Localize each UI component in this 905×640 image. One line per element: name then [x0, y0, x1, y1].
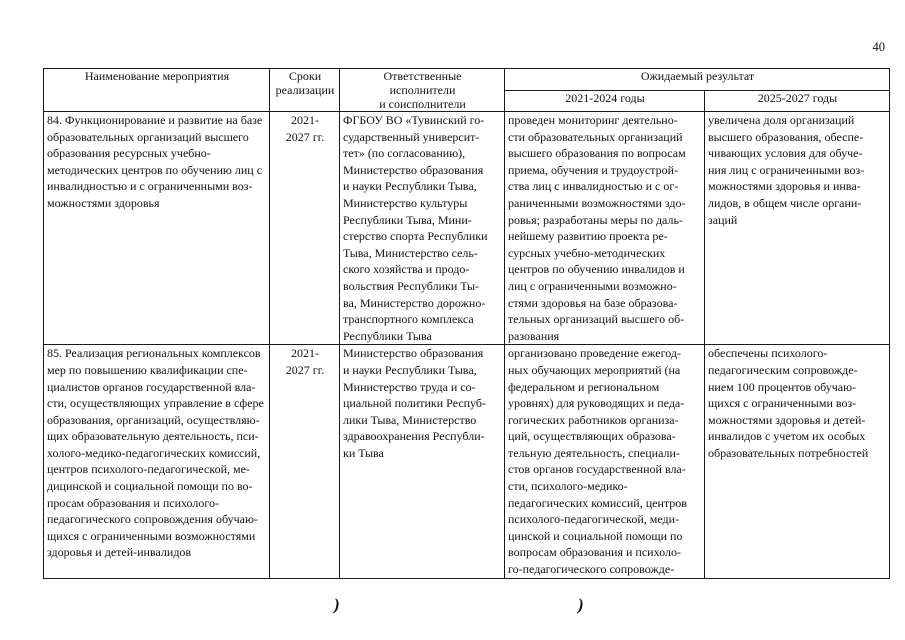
- terms-cell: 2021- 2027 гг.: [270, 345, 340, 578]
- page-number: 40: [872, 40, 885, 54]
- table-row: [44, 345, 890, 578]
- header-expected-result: Ожидаемый результат: [505, 69, 890, 91]
- table-row: [44, 112, 890, 345]
- header-period-2021-2024: 2021-2024 годы: [505, 90, 705, 112]
- responsible-cell: ФГБОУ ВО «Тувинский го- сударственный университ- тет» (по согласованию), Министерство образования и науки Республики Тыва, Министерство культуры Республики Тыва, Мини- стерство спорта Республики Тыва, Министерство сель- ского хозяйства и продо- вольствия Республики Ты- ва, Министерство дорожно- транспортного комплекса Республики Тыва: [340, 112, 505, 345]
- activities-table: [43, 68, 890, 579]
- result-2021-2024-cell: организовано проведение ежегод- ных обучающих мероприятий (на федеральном и региональном уровнях) для руководящих и педа- гогических работников организа- ций, осуществляющих образова- тельную деятельность, специали- стов органов государственной вла- сти, психолого-медико- педагогических комиссий, центров психолого-педагогической, меди- цинской и социальной помощи по вопросам образования и психоло- го-педагогического сопровожде-: [505, 345, 705, 578]
- header-period-2025-2027: 2025-2027 годы: [705, 90, 890, 112]
- activity-name-cell: 85. Реализация региональных комплексов мер по повышению квалификации спе- циалистов органов государственной вла- сти, осуществляющих управление в сфере образования, организаций, осуществляю- щих образовательную деятельность, пси- холого-медико-педагогических комиссий, центров психолого-педагогической, ме- дицинской и социальной помощи по во- просам образования и психолого- педагогического сопровождения обучаю- щихся с ограниченными возможностями здоровья и детей-инвалидов: [44, 345, 270, 578]
- header-terms: Сроки реализации: [270, 69, 340, 112]
- result-2025-2027-cell: обеспечены психолого- педагогическим сопровожде- нием 100 процентов обучаю- щихся с ограниченными воз- можностями здоровья и детей- инвалидов с учетом их особых образовательных потребностей: [705, 345, 890, 578]
- responsible-cell: Министерство образования и науки Республики Тыва, Министерство труда и со- циальной политики Респуб- лики Тыва, Министерство здравоохранения Республи- ки Тыва: [340, 345, 505, 578]
- header-activity-name: Наименование мероприятия: [44, 69, 270, 112]
- scan-mark-left: ): [334, 595, 340, 614]
- scan-mark-right: ): [578, 595, 584, 614]
- result-2021-2024-cell: проведен мониторинг деятельно- сти образовательных организаций высшего образования по вопросам приема, обучения и трудоустрой- ства лиц с инвалидностью и с ог- раниченными возможностями здо- ровья; разработаны меры по даль- нейшему развитию проекта ре- сурсных учебно-методических центров по обучению инвалидов и лиц с ограниченными возможно- стями здоровья на базе образова- тельных организаций высшего об- разования: [505, 112, 705, 345]
- activity-name-cell: 84. Функционирование и развитие на базе образовательных организаций высшего образования ресурсных учебно- методических центров по обучению лиц с инвалидностью и с ограниченными воз- можностями здоровья: [44, 112, 270, 345]
- header-responsible: Ответственные исполнители и соисполнители: [340, 69, 505, 112]
- terms-cell: 2021- 2027 гг.: [270, 112, 340, 345]
- table-header-row: [44, 69, 890, 91]
- result-2025-2027-cell: увеличена доля организаций высшего образования, обеспе- чивающих условия для обуче- ния лиц с ограниченными воз- можностями здоровья и инва- лидов, в общем числе органи- заций: [705, 112, 890, 345]
